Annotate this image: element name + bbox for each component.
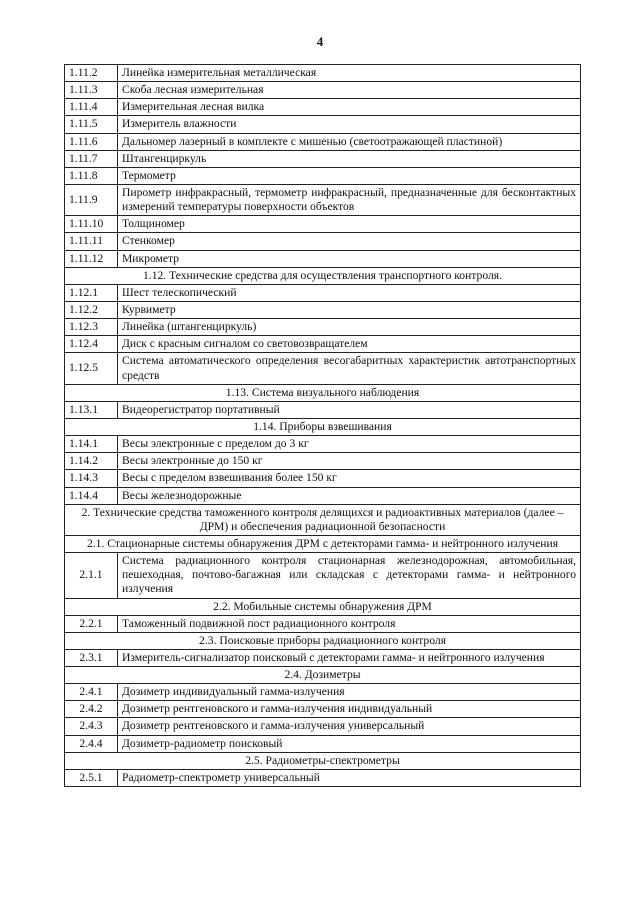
subsection-heading-row <box>65 535 581 552</box>
item-description: Видеорегистратор портативный <box>118 401 581 418</box>
item-description: Штангенциркуль <box>118 150 581 167</box>
item-description: Измерительная лесная вилка <box>118 99 581 116</box>
item-description: Дальномер лазерный в комплекте с мишенью (светоотражающей пластиной) <box>118 133 581 150</box>
subsection-heading: 1.14. Приборы взвешивания <box>65 418 581 435</box>
table-row <box>65 453 581 470</box>
table-row <box>65 65 581 82</box>
item-number: 2.4.1 <box>65 684 118 701</box>
item-description: Дозиметр индивидуальный гамма-излучения <box>118 684 581 701</box>
item-number: 1.11.8 <box>65 167 118 184</box>
item-description: Скоба лесная измерительная <box>118 82 581 99</box>
table-row <box>65 116 581 133</box>
item-description: Курвиметр <box>118 301 581 318</box>
table-row <box>65 470 581 487</box>
item-description: Весы железнодорожные <box>118 487 581 504</box>
item-description: Дозиметр рентгеновского и гамма-излучения индивидуальный <box>118 701 581 718</box>
table-row <box>65 701 581 718</box>
item-description: Весы с пределом взвешивания более 150 кг <box>118 470 581 487</box>
item-number: 1.12.2 <box>65 301 118 318</box>
item-description: Дозиметр-радиометр поисковый <box>118 735 581 752</box>
table-row <box>65 167 581 184</box>
subsection-heading: 2.5. Радиометры-спектрометры <box>65 752 581 769</box>
item-number: 2.3.1 <box>65 649 118 666</box>
table-row <box>65 99 581 116</box>
item-description: Пирометр инфракрасный, термометр инфракрасный, предназначенные для бесконтактных измерений температуры поверхности объектов <box>118 184 581 215</box>
item-description: Весы электронные с пределом до 3 кг <box>118 436 581 453</box>
item-number: 1.11.2 <box>65 65 118 82</box>
subsection-heading-row <box>65 384 581 401</box>
table-row <box>65 487 581 504</box>
item-description: Система автоматического определения весогабаритных характеристик автотранспортных средств <box>118 353 581 384</box>
item-number: 1.11.9 <box>65 184 118 215</box>
table-row <box>65 319 581 336</box>
item-number: 1.12.4 <box>65 336 118 353</box>
subsection-heading: 1.13. Система визуального наблюдения <box>65 384 581 401</box>
table-row <box>65 216 581 233</box>
table-row <box>65 150 581 167</box>
item-number: 1.13.1 <box>65 401 118 418</box>
item-description: Стенкомер <box>118 233 581 250</box>
table-row <box>65 436 581 453</box>
table-row <box>65 133 581 150</box>
table-row <box>65 284 581 301</box>
table-row <box>65 735 581 752</box>
table-row <box>65 336 581 353</box>
item-number: 1.11.3 <box>65 82 118 99</box>
item-description: Весы электронные до 150 кг <box>118 453 581 470</box>
item-description: Дозиметр рентгеновского и гамма-излучения универсальный <box>118 718 581 735</box>
table-row <box>65 82 581 99</box>
subsection-heading: 2.4. Дозиметры <box>65 667 581 684</box>
item-description: Система радиационного контроля стационарная железнодорожная, автомобильная, пешеходная, почтово-багажная или складская с детекторами гамма- и нейтронного излучения <box>118 553 581 598</box>
subsection-heading: 2.1. Стационарные системы обнаружения ДРМ с детекторами гамма- и нейтронного излучения <box>65 535 581 552</box>
subsection-heading: 2.2. Мобильные системы обнаружения ДРМ <box>65 598 581 615</box>
item-description: Линейка (штангенциркуль) <box>118 319 581 336</box>
item-number: 1.11.4 <box>65 99 118 116</box>
table-row <box>65 301 581 318</box>
subsection-heading-row <box>65 418 581 435</box>
item-description: Толщиномер <box>118 216 581 233</box>
item-number: 1.11.6 <box>65 133 118 150</box>
subsection-heading: 1.12. Технические средства для осуществления транспортного контроля. <box>65 267 581 284</box>
table-row <box>65 233 581 250</box>
item-number: 1.11.7 <box>65 150 118 167</box>
table-row <box>65 718 581 735</box>
subsection-heading-row <box>65 267 581 284</box>
table-row <box>65 649 581 666</box>
item-number: 1.12.5 <box>65 353 118 384</box>
item-number: 2.5.1 <box>65 769 118 786</box>
item-number: 1.14.1 <box>65 436 118 453</box>
item-description: Линейка измерительная металлическая <box>118 65 581 82</box>
item-number: 1.12.1 <box>65 284 118 301</box>
equipment-table-body <box>65 65 581 787</box>
item-number: 2.4.4 <box>65 735 118 752</box>
subsection-heading-row <box>65 598 581 615</box>
equipment-table <box>64 64 581 787</box>
item-description: Радиометр-спектрометр универсальный <box>118 769 581 786</box>
subsection-heading-row <box>65 667 581 684</box>
subsection-heading-row <box>65 752 581 769</box>
table-row <box>65 769 581 786</box>
table-row <box>65 615 581 632</box>
table-row <box>65 684 581 701</box>
table-row <box>65 184 581 215</box>
item-description: Измеритель-сигнализатор поисковый с детекторами гамма- и нейтронного излучения <box>118 649 581 666</box>
table-row <box>65 353 581 384</box>
item-description: Диск с красным сигналом со световозвращателем <box>118 336 581 353</box>
item-number: 2.2.1 <box>65 615 118 632</box>
item-number: 2.4.3 <box>65 718 118 735</box>
item-number: 1.14.4 <box>65 487 118 504</box>
item-description: Микрометр <box>118 250 581 267</box>
item-number: 1.12.3 <box>65 319 118 336</box>
subsection-heading: 2.3. Поисковые приборы радиационного контроля <box>65 632 581 649</box>
table-row <box>65 401 581 418</box>
item-description: Измеритель влажности <box>118 116 581 133</box>
item-number: 2.1.1 <box>65 553 118 598</box>
item-number: 1.14.2 <box>65 453 118 470</box>
item-description: Термометр <box>118 167 581 184</box>
item-number: 2.4.2 <box>65 701 118 718</box>
page-number: 4 <box>316 34 324 49</box>
section-heading: 2. Технические средства таможенного контроля делящихся и радиоактивных материалов (далее – ДРМ) и обеспечения радиационной безопасности <box>65 504 581 535</box>
item-number: 1.11.11 <box>65 233 118 250</box>
table-row <box>65 553 581 598</box>
item-description: Таможенный подвижной пост радиационного контроля <box>118 615 581 632</box>
subsection-heading-row <box>65 632 581 649</box>
item-description: Шест телескопический <box>118 284 581 301</box>
section-heading-row <box>65 504 581 535</box>
item-number: 1.11.10 <box>65 216 118 233</box>
item-number: 1.11.12 <box>65 250 118 267</box>
item-number: 1.11.5 <box>65 116 118 133</box>
table-row <box>65 250 581 267</box>
item-number: 1.14.3 <box>65 470 118 487</box>
